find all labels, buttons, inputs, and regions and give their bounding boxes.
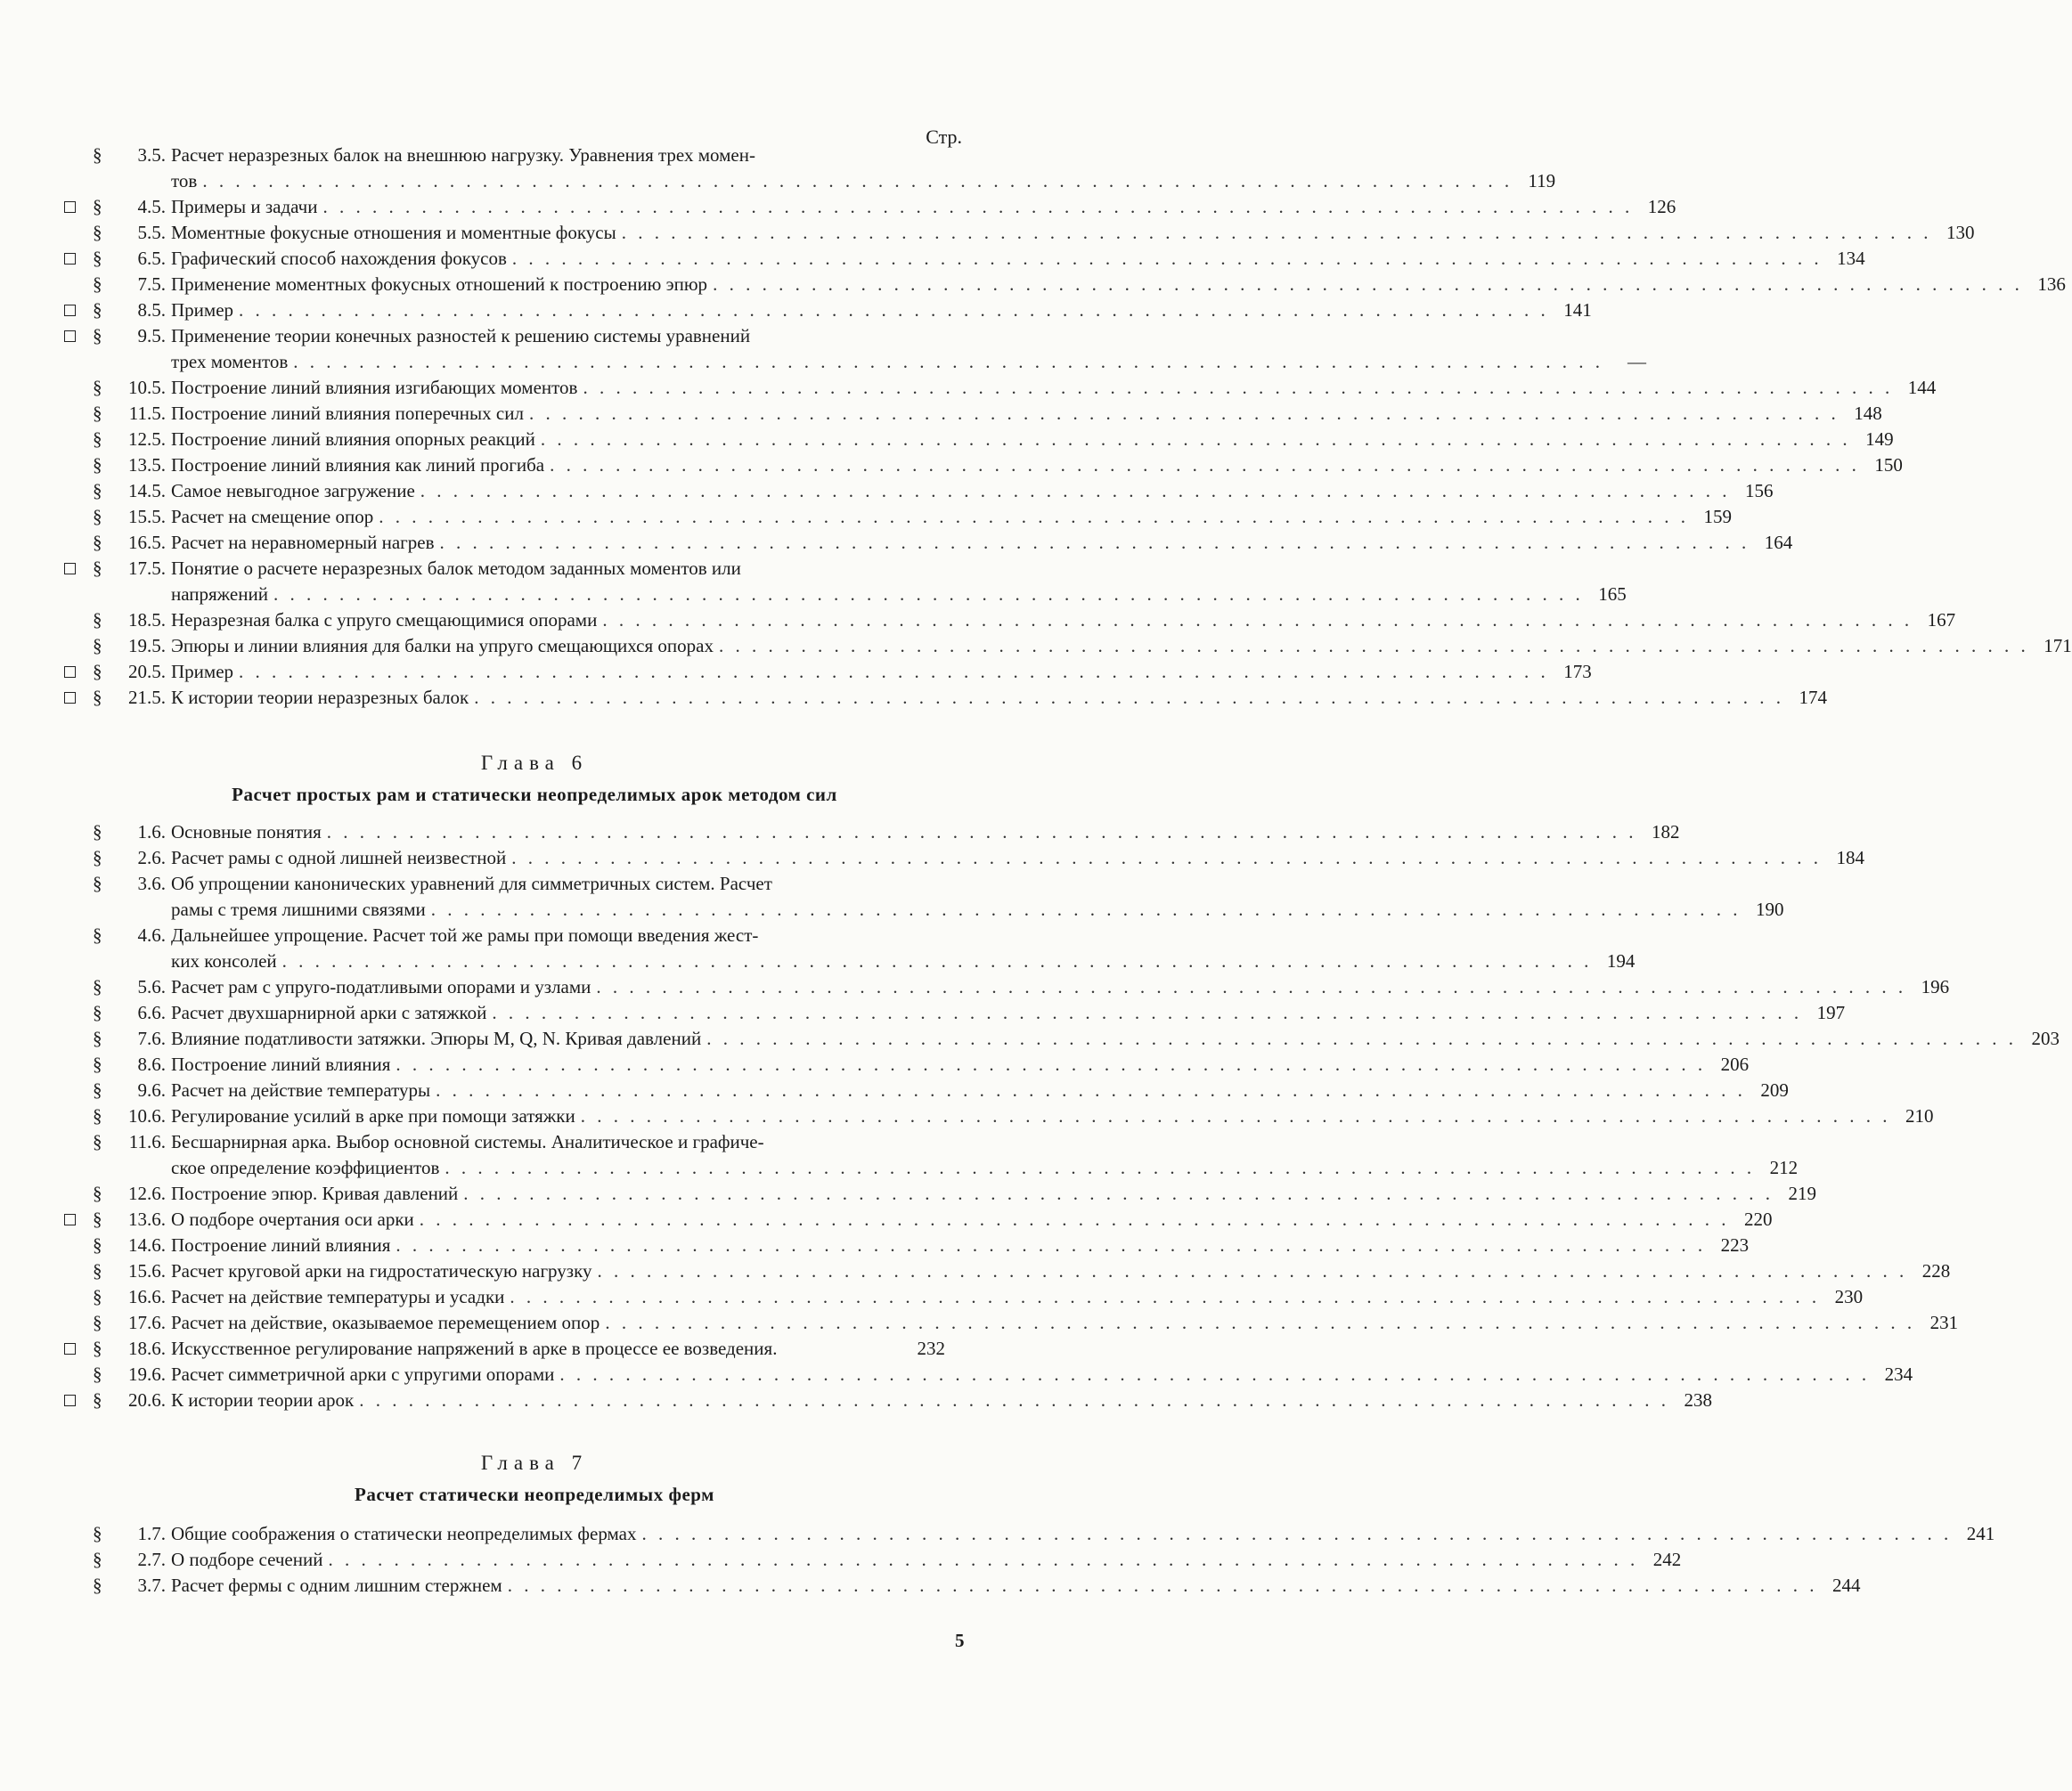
chapter-6-heading: Глава 6	[480, 752, 589, 774]
entry-page-number: 164	[1764, 532, 1793, 553]
section-sign: §	[93, 1286, 102, 1307]
section-sign: §	[93, 480, 102, 501]
entry-page-number: 228	[1921, 1260, 1951, 1282]
section-number: 18.5.	[128, 609, 166, 631]
toc-entry	[59, 1573, 1861, 1599]
section-number: 20.6.	[128, 1389, 166, 1411]
chapter-7-title: Расчет статически неопределимых ферм	[355, 1484, 714, 1505]
entry-page-number: 167	[1927, 609, 1956, 631]
section-sign: §	[93, 1028, 102, 1049]
section-sign: §	[93, 1002, 102, 1023]
checkbox-mark-icon	[64, 305, 76, 316]
entry-page-number: 212	[1769, 1157, 1799, 1178]
leader-dots: . . . . . . . . . . . . . . . . . . . . . . . . . . . . . . . . . . . . . . . . . . . . . . . . . . . . . . . . . . . . . . . . . . . . . . . . . . . . . . . .	[273, 583, 1584, 605]
checkbox-mark-icon	[64, 1214, 76, 1225]
leader-dots: . . . . . . . . . . . . . . . . . . . . . . . . . . . . . . . . . . . . . . . . . . . . . . . . . . . . . . . . . . . . . . . . . . . . . . . . . . . . . . . .	[583, 377, 1894, 398]
entry-page-number: —	[1627, 351, 1647, 372]
section-number: 4.5.	[137, 196, 166, 217]
entry-page-number: 206	[1720, 1054, 1750, 1075]
checkbox-mark-icon	[64, 330, 76, 342]
entry-page-number: 220	[1744, 1209, 1773, 1230]
entry-title: Расчет рам с упруго-податливыми опорами и узлами	[171, 976, 591, 997]
toc-entry	[59, 607, 1956, 633]
page-column-label: Стр.	[926, 126, 962, 148]
toc-section-chapter7	[59, 1521, 1995, 1599]
section-sign: §	[93, 976, 102, 997]
entry-title: О подборе сечений	[171, 1549, 323, 1570]
entry-title: О подборе очертания оси арки	[171, 1209, 414, 1230]
entry-page-number: 203	[2031, 1028, 2060, 1049]
entry-page-number: 238	[1684, 1389, 1712, 1411]
toc-entry	[59, 871, 1784, 923]
entry-title: Общие соображения о статически неопределимых фермах	[171, 1523, 637, 1544]
leader-dots: . . . . . . . . . . . . . . . . . . . . . . . . . . . . . . . . . . . . . . . . . . . . . . . . . . . . . . . . . . . . . . . . . . . . . . . . . . . . . . . .	[511, 847, 1822, 868]
section-number: 6.5.	[137, 248, 166, 269]
entry-page-number: 141	[1563, 299, 1592, 321]
section-number: 10.5.	[128, 377, 166, 398]
entry-title: Пример	[171, 299, 234, 321]
entry-page-number: 144	[1907, 377, 1937, 398]
entry-page-number: 210	[1905, 1105, 1934, 1127]
toc-entry	[59, 685, 1827, 711]
entry-page-number: 232	[917, 1338, 945, 1359]
checkbox-mark-icon	[64, 666, 76, 678]
section-number: 19.5.	[128, 635, 166, 656]
section-sign: §	[93, 847, 102, 868]
section-sign: §	[93, 821, 102, 843]
chapter-7-heading: Глава 7	[480, 1452, 589, 1474]
section-sign: §	[93, 325, 102, 346]
leader-dots: . . . . . . . . . . . . . . . . . . . . . . . . . . . . . . . . . . . . . . . . . . . . . . . . . . . . . . . . . . . . . . . . . . . . . . . . . . . . . . . .	[436, 1079, 1746, 1101]
section-sign: §	[93, 1364, 102, 1385]
checkbox-mark-icon	[64, 253, 76, 265]
leader-dots: . . . . . . . . . . . . . . . . . . . . . . . . . . . . . . . . . . . . . . . . . . . . . . . . . . . . . . . . . . . . . . . . . . . . . . . . . . . . . . . .	[559, 1364, 1871, 1385]
leader-dots: . . . . . . . . . . . . . . . . . . . . . . . . . . . . . . . . . . . . . . . . . . . . . . . . . . . . . . . . . . . . . . . . . . . . . . . . . . . . . . . .	[597, 1260, 1908, 1282]
entry-title: Расчет фермы с одним лишним стержнем	[171, 1575, 502, 1596]
leader-dots: . . . . . . . . . . . . . . . . . . . . . . . . . . . . . . . . . . . . . . . . . . . . . . . . . . . . . . . . . . . . . . . . . . . . . . . . . . . . . . . .	[492, 1002, 1803, 1023]
section-number: 1.7.	[137, 1523, 166, 1544]
toc-entry	[59, 633, 2072, 659]
entry-title: Расчет круговой арки на гидростатическую нагрузку	[171, 1260, 592, 1282]
leader-dots: . . . . . . . . . . . . . . . . . . . . . . . . . . . . . . . . . . . . . . . . . . . . . . . . . . . . . . . . . . . . . . . . . . . . . . . . . . . . . . . .	[621, 222, 1932, 243]
entry-page-number: 196	[1921, 976, 1950, 997]
toc-entry	[59, 272, 2066, 297]
leader-dots: . . . . . . . . . . . . . . . . . . . . . . . . . . . . . . . . . . . . . . . . . . . . . . . . . . . . . . . . . . . . . . . . . . . . . . . . . . . . . . . .	[641, 1523, 1953, 1544]
toc-entry	[59, 1388, 1712, 1413]
entry-page-number: 197	[1816, 1002, 1846, 1023]
toc-entry	[59, 375, 1937, 401]
entry-page-number: 231	[1929, 1312, 1959, 1333]
checkbox-mark-icon	[64, 692, 76, 704]
entry-title: Моментные фокусные отношения и моментные фокусы	[171, 222, 616, 243]
section-sign: §	[93, 403, 102, 424]
entry-title: Графический способ нахождения фокусов	[171, 248, 507, 269]
leader-dots: . . . . . . . . . . . . . . . . . . . . . . . . . . . . . . . . . . . . . . . . . . . . . . . . . . . . . . . . . . . . . . . . . . . . . . . . . . . . . . . .	[507, 1575, 1818, 1596]
leader-dots: . . . . . . . . . . . . . . . . . . . . . . . . . . . . . . . . . . . . . . . . . . . . . . . . . . . . . . . . . . . . . . . . . . . . . . . . . . . . . . . .	[596, 976, 1907, 997]
toc-entry	[59, 1026, 2060, 1052]
section-number: 8.6.	[137, 1054, 166, 1075]
toc-entry	[59, 427, 1894, 452]
section-sign: §	[93, 299, 102, 321]
section-number: 21.5.	[128, 687, 166, 708]
section-number: 13.5.	[128, 454, 166, 476]
section-number: 12.6.	[128, 1183, 166, 1204]
leader-dots: . . . . . . . . . . . . . . . . . . . . . . . . . . . . . . . . . . . . . . . . . . . . . . . . . . . . . . . . . . . . . . . . . . . . . . . . . . . . . . . .	[326, 821, 1637, 843]
entry-title: напряжений	[171, 583, 268, 605]
toc-entry	[59, 1078, 1789, 1103]
entry-page-number: 148	[1854, 403, 1882, 424]
section-sign: §	[93, 1260, 102, 1282]
leader-dots: . . . . . . . . . . . . . . . . . . . . . . . . . . . . . . . . . . . . . . . . . . . . . . . . . . . . . . . . . . . . . . . . . . . . . . . . . . . . . . . .	[322, 196, 1634, 217]
section-number: 18.6.	[128, 1338, 166, 1359]
section-sign: §	[93, 273, 102, 295]
entry-title: рамы с тремя лишними связями	[171, 899, 426, 920]
toc-entry	[59, 478, 1774, 504]
toc-entry	[59, 1336, 945, 1362]
entry-title: Неразрезная балка с упруго смещающимися опорами	[171, 609, 598, 631]
section-sign: §	[93, 687, 102, 708]
leader-dots: . . . . . . . . . . . . . . . . . . . . . . . . . . . . . . . . . . . . . . . . . . . . . . . . . . . . . . . . . . . . . . . . . . . . . . . . . . . . . . . .	[718, 635, 2029, 656]
toc-entry	[59, 220, 1975, 246]
checkbox-mark-icon	[64, 1343, 76, 1355]
entry-title: К истории теории арок	[171, 1389, 355, 1411]
entry-title: трех моментов	[171, 351, 289, 372]
entry-page-number: 241	[1966, 1523, 1995, 1544]
toc-entry	[59, 401, 1882, 427]
entry-page-number: 119	[1528, 170, 1556, 191]
entry-page-number: 159	[1703, 506, 1732, 527]
leader-dots: . . . . . . . . . . . . . . . . . . . . . . . . . . . . . . . . . . . . . . . . . . . . . . . . . . . . . . . . . . . . . . . . . . . . . . . . . . . . . . . .	[202, 170, 1513, 191]
section-sign: §	[93, 144, 102, 166]
entry-title: Построение линий влияния изгибающих моментов	[171, 377, 578, 398]
section-number: 16.5.	[128, 532, 166, 553]
section-sign: §	[93, 1105, 102, 1127]
leader-dots: . . . . . . . . . . . . . . . . . . . . . . . . . . . . . . . . . . . . . . . . . . . . . . . . . . . . . . . . . . . . . . . . . . . . . . . . . . . . . . . .	[474, 687, 1784, 708]
section-sign: §	[93, 635, 102, 656]
section-sign: §	[93, 1549, 102, 1570]
entry-title: Пример	[171, 661, 234, 682]
entry-title: Расчет на неравномерный нагрев	[171, 532, 435, 553]
entry-title: ское определение коэффициентов	[171, 1157, 440, 1178]
section-number: 7.6.	[137, 1028, 166, 1049]
leader-dots: . . . . . . . . . . . . . . . . . . . . . . . . . . . . . . . . . . . . . . . . . . . . . . . . . . . . . . . . . . . . . . . . . . . . . . . . . . . . . . . .	[239, 661, 1549, 682]
entry-page-number: 171	[2043, 635, 2072, 656]
checkbox-mark-icon	[64, 1395, 76, 1406]
toc-entry	[59, 1129, 1799, 1181]
entry-title: Влияние податливости затяжки. Эпюры M, Q, N. Кривая давлений	[171, 1028, 702, 1049]
entry-title: Регулирование усилий в арке при помощи затяжки	[171, 1105, 575, 1127]
entry-page-number: 230	[1834, 1286, 1864, 1307]
section-sign: §	[93, 1312, 102, 1333]
entry-page-number: 209	[1760, 1079, 1789, 1101]
section-number: 12.5.	[128, 428, 166, 450]
section-number: 14.6.	[128, 1234, 166, 1256]
entry-title: Примеры и задачи	[171, 196, 318, 217]
entry-title: Расчет на смещение опор	[171, 506, 374, 527]
toc-entry	[59, 1547, 1682, 1573]
leader-dots: . . . . . . . . . . . . . . . . . . . . . . . . . . . . . . . . . . . . . . . . . . . . . . . . . . . . . . . . . . . . . . . . . . . . . . . . . . . . . . . .	[293, 351, 1604, 372]
leader-dots: . . . . . . . . . . . . . . . . . . . . . . . . . . . . . . . . . . . . . . . . . . . . . . . . . . . . . . . . . . . . . . . . . . . . . . . . . . . . . . . .	[396, 1234, 1707, 1256]
leader-dots: . . . . . . . . . . . . . . . . . . . . . . . . . . . . . . . . . . . . . . . . . . . . . . . . . . . . . . . . . . . . . . . . . . . . . . . . . . . . . . . .	[706, 1028, 2017, 1049]
section-sign: §	[93, 1131, 102, 1152]
entry-title: К истории теории неразрезных балок	[171, 687, 469, 708]
toc-entry	[59, 556, 1627, 607]
toc-entry	[59, 1521, 1995, 1547]
leader-dots: . . . . . . . . . . . . . . . . . . . . . . . . . . . . . . . . . . . . . . . . . . . . . . . . . . . . . . . . . . . . . . . . . . . . . . . . . . . . . . . .	[445, 1157, 1756, 1178]
entry-title: Расчет на действие температуры	[171, 1079, 431, 1101]
leader-dots: . . . . . . . . . . . . . . . . . . . . . . . . . . . . . . . . . . . . . . . . . . . . . . . . . . . . . . . . . . . . . . . . . . . . . . . . . . . . . . . .	[713, 273, 2023, 295]
section-sign: §	[93, 1389, 102, 1411]
entry-title: Применение моментных фокусных отношений к построению эпюр	[171, 273, 708, 295]
entry-title: Построение эпюр. Кривая давлений	[171, 1183, 459, 1204]
leader-dots: . . . . . . . . . . . . . . . . . . . . . . . . . . . . . . . . . . . . . . . . . . . . . . . . . . . . . . . . . . . . . . . . . . . . . . . . . . . . . . . .	[419, 1209, 1730, 1230]
toc-entry	[59, 1284, 1864, 1310]
entry-page-number: 165	[1598, 583, 1627, 605]
entry-title: Расчет на действие, оказываемое перемещением опор	[171, 1312, 600, 1333]
section-number: 9.5.	[137, 325, 166, 346]
section-number: 4.6.	[137, 924, 166, 946]
entry-title: Построение линий влияния как линий прогиба	[171, 454, 545, 476]
section-sign: §	[93, 248, 102, 269]
toc-entry	[59, 504, 1732, 530]
section-number: 2.7.	[137, 1549, 166, 1570]
section-sign: §	[93, 1338, 102, 1359]
entry-title: Бесшарнирная арка. Выбор основной системы. Аналитическое и графиче-	[171, 1131, 764, 1152]
toc-entry	[59, 974, 1950, 1000]
entry-page-number: 194	[1606, 950, 1636, 972]
entry-title: Расчет на действие температуры и усадки	[171, 1286, 505, 1307]
section-sign: §	[93, 428, 102, 450]
section-number: 1.6.	[137, 821, 166, 843]
section-sign: §	[93, 222, 102, 243]
leader-dots: . . . . . . . . . . . . . . . . . . . . . . . . . . . . . . . . . . . . . . . . . . . . . . . . . . . . . . . . . . . . . . . . . . . . . . . . . . . . . . . .	[359, 1389, 1669, 1411]
entry-title: Об упрощении канонических уравнений для симметричных систем. Расчет	[171, 873, 772, 894]
section-number: 5.5.	[137, 222, 166, 243]
toc-entry	[59, 1362, 1913, 1388]
leader-dots: . . . . . . . . . . . . . . . . . . . . . . . . . . . . . . . . . . . . . . . . . . . . . . . . . . . . . . . . . . . . . . . . . . . . . . . . . . . . . . . .	[439, 532, 1750, 553]
entry-page-number: 173	[1563, 661, 1592, 682]
entry-page-number: 134	[1837, 248, 1865, 269]
section-number: 17.6.	[128, 1312, 166, 1333]
toc-entry	[59, 297, 1592, 323]
entry-title: Искусственное регулирование напряжений в арке в процессе ее возведения.	[171, 1338, 778, 1359]
section-sign: §	[93, 609, 102, 631]
toc-entry	[59, 1258, 1951, 1284]
leader-dots: . . . . . . . . . . . . . . . . . . . . . . . . . . . . . . . . . . . . . . . . . . . . . . . . . . . . . . . . . . . . . . . . . . . . . . . . . . . . . . . .	[379, 506, 1689, 527]
checkbox-mark-icon	[64, 563, 76, 574]
entry-title: ких консолей	[171, 950, 277, 972]
section-number: 20.5.	[128, 661, 166, 682]
section-number: 6.6.	[137, 1002, 166, 1023]
entry-title: Построение линий влияния поперечных сил	[171, 403, 524, 424]
entry-page-number: 223	[1720, 1234, 1750, 1256]
toc-entry	[59, 1000, 1846, 1026]
toc-entry	[59, 194, 1676, 220]
toc-entry	[59, 659, 1592, 685]
entry-page-number: 130	[1946, 222, 1975, 243]
leader-dots: . . . . . . . . . . . . . . . . . . . . . . . . . . . . . . . . . . . . . . . . . . . . . . . . . . . . . . . . . . . . . . . . . . . . . . . . . . . . . . . .	[540, 428, 1851, 450]
toc-entry	[59, 452, 1903, 478]
entry-title: Понятие о расчете неразрезных балок методом заданных моментов или	[171, 558, 741, 579]
section-sign: §	[93, 558, 102, 579]
section-number: 3.6.	[137, 873, 166, 894]
entry-page-number: 174	[1799, 687, 1827, 708]
section-number: 5.6.	[137, 976, 166, 997]
section-sign: §	[93, 454, 102, 476]
entry-title: Построение линий влияния	[171, 1234, 391, 1256]
section-sign: §	[93, 532, 102, 553]
entry-title: Дальнейшее упрощение. Расчет той же рамы при помощи введения жест-	[171, 924, 759, 946]
entry-page-number: 126	[1647, 196, 1676, 217]
section-number: 3.5.	[137, 144, 166, 166]
section-sign: §	[93, 377, 102, 398]
page-number: 5	[955, 1630, 965, 1651]
leader-dots: . . . . . . . . . . . . . . . . . . . . . . . . . . . . . . . . . . . . . . . . . . . . . . . . . . . . . . . . . . . . . . . . . . . . . . . . . . . . . . . .	[420, 480, 1731, 501]
toc-entry	[59, 1233, 1750, 1258]
section-number: 10.6.	[128, 1105, 166, 1127]
entry-page-number: 242	[1652, 1549, 1682, 1570]
toc-section-chapter6	[59, 819, 2060, 1413]
entry-title: Расчет симметричной арки с упругими опорами	[171, 1364, 555, 1385]
section-sign: §	[93, 1079, 102, 1101]
section-sign: §	[93, 196, 102, 217]
leader-dots: . . . . . . . . . . . . . . . . . . . . . . . . . . . . . . . . . . . . . . . . . . . . . . . . . . . . . . . . . . . . . . . . . . . . . . . . . . . . . . . .	[281, 950, 1593, 972]
toc-entry	[59, 845, 1864, 871]
entry-page-number: 136	[2037, 273, 2066, 295]
entry-page-number: 234	[1884, 1364, 1913, 1385]
toc-entry	[59, 1103, 1934, 1129]
entry-page-number: 184	[1836, 847, 1864, 868]
section-number: 13.6.	[128, 1209, 166, 1230]
section-number: 19.6.	[128, 1364, 166, 1385]
section-number: 7.5.	[137, 273, 166, 295]
entry-page-number: 219	[1788, 1183, 1817, 1204]
section-sign: §	[93, 1523, 102, 1544]
toc-section-chapter5-continued	[59, 142, 2072, 711]
leader-dots: . . . . . . . . . . . . . . . . . . . . . . . . . . . . . . . . . . . . . . . . . . . . . . . . . . . . . . . . . . . . . . . . . . . . . . . . . . . . . . . .	[511, 248, 1823, 269]
entry-page-number: 190	[1756, 899, 1784, 920]
leader-dots: . . . . . . . . . . . . . . . . . . . . . . . . . . . . . . . . . . . . . . . . . . . . . . . . . . . . . . . . . . . . . . . . . . . . . . . . . . . . . . . .	[550, 454, 1860, 476]
entry-title: Построение линий влияния опорных реакций	[171, 428, 535, 450]
entry-title: Самое невыгодное загружение	[171, 480, 415, 501]
section-sign: §	[93, 1234, 102, 1256]
section-number: 8.5.	[137, 299, 166, 321]
entry-title: Эпюры и линии влияния для балки на упруго смещающихся опорах	[171, 635, 714, 656]
leader-dots: . . . . . . . . . . . . . . . . . . . . . . . . . . . . . . . . . . . . . . . . . . . . . . . . . . . . . . . . . . . . . . . . . . . . . . . . . . . . . . . .	[528, 403, 1840, 424]
toc-entry	[59, 819, 1680, 845]
section-sign: §	[93, 1575, 102, 1596]
toc-entry	[59, 142, 1556, 194]
section-number: 11.5.	[128, 403, 166, 424]
toc-entry	[59, 1052, 1750, 1078]
section-sign: §	[93, 506, 102, 527]
entry-page-number: 244	[1831, 1575, 1861, 1596]
section-sign: §	[93, 1054, 102, 1075]
section-number: 16.6.	[128, 1286, 166, 1307]
leader-dots: . . . . . . . . . . . . . . . . . . . . . . . . . . . . . . . . . . . . . . . . . . . . . . . . . . . . . . . . . . . . . . . . . . . . . . . . . . . . . . . .	[328, 1549, 1639, 1570]
section-number: 2.6.	[137, 847, 166, 868]
section-number: 11.6.	[128, 1131, 166, 1152]
entry-title: Основные понятия	[171, 821, 322, 843]
section-sign: §	[93, 1209, 102, 1230]
toc-entry	[59, 246, 1865, 272]
entry-title: Построение линий влияния	[171, 1054, 391, 1075]
section-sign: §	[93, 661, 102, 682]
section-sign: §	[93, 1183, 102, 1204]
section-number: 17.5.	[128, 558, 166, 579]
toc-entry	[59, 1181, 1817, 1207]
section-number: 3.7.	[137, 1575, 166, 1596]
leader-dots: . . . . . . . . . . . . . . . . . . . . . . . . . . . . . . . . . . . . . . . . . . . . . . . . . . . . . . . . . . . . . . . . . . . . . . . . . . . . . . . .	[580, 1105, 1891, 1127]
section-sign: §	[93, 924, 102, 946]
entry-title: Расчет неразрезных балок на внешнюю нагрузку. Уравнения трех момен-	[171, 144, 755, 166]
leader-dots: . . . . . . . . . . . . . . . . . . . . . . . . . . . . . . . . . . . . . . . . . . . . . . . . . . . . . . . . . . . . . . . . . . . . . . . . . . . . . . . .	[239, 299, 1549, 321]
toc-entry	[59, 1310, 1959, 1336]
entry-page-number: 149	[1865, 428, 1894, 450]
leader-dots: . . . . . . . . . . . . . . . . . . . . . . . . . . . . . . . . . . . . . . . . . . . . . . . . . . . . . . . . . . . . . . . . . . . . . . . . . . . . . . . .	[605, 1312, 1916, 1333]
section-number: 15.6.	[128, 1260, 166, 1282]
entry-page-number: 182	[1652, 821, 1680, 843]
toc-entry	[59, 1207, 1773, 1233]
chapter-6-title: Расчет простых рам и статически неопределимых арок методом сил	[232, 784, 837, 805]
entry-title: Применение теории конечных разностей к решению системы уравнений	[171, 325, 751, 346]
leader-dots: . . . . . . . . . . . . . . . . . . . . . . . . . . . . . . . . . . . . . . . . . . . . . . . . . . . . . . . . . . . . . . . . . . . . . . . . . . . . . . . .	[463, 1183, 1774, 1204]
entry-title: Расчет двухшарнирной арки с затяжкой	[171, 1002, 487, 1023]
section-number: 14.5.	[128, 480, 166, 501]
section-number: 9.6.	[137, 1079, 166, 1101]
checkbox-mark-icon	[64, 201, 76, 213]
toc-entry	[59, 923, 1636, 974]
leader-dots: . . . . . . . . . . . . . . . . . . . . . . . . . . . . . . . . . . . . . . . . . . . . . . . . . . . . . . . . . . . . . . . . . . . . . . . . . . . . . . . .	[602, 609, 1913, 631]
leader-dots: . . . . . . . . . . . . . . . . . . . . . . . . . . . . . . . . . . . . . . . . . . . . . . . . . . . . . . . . . . . . . . . . . . . . . . . . . . . . . . . .	[396, 1054, 1707, 1075]
entry-page-number: 156	[1745, 480, 1774, 501]
toc-entry	[59, 530, 1793, 556]
entry-title: тов	[171, 170, 198, 191]
section-sign: §	[93, 873, 102, 894]
leader-dots: . . . . . . . . . . . . . . . . . . . . . . . . . . . . . . . . . . . . . . . . . . . . . . . . . . . . . . . . . . . . . . . . . . . . . . . . . . . . . . . .	[430, 899, 1742, 920]
section-number: 15.5.	[128, 506, 166, 527]
leader-dots: . . . . . . . . . . . . . . . . . . . . . . . . . . . . . . . . . . . . . . . . . . . . . . . . . . . . . . . . . . . . . . . . . . . . . . . . . . . . . . . .	[510, 1286, 1821, 1307]
entry-page-number: 150	[1874, 454, 1903, 476]
entry-title: Расчет рамы с одной лишней неизвестной	[171, 847, 507, 868]
toc-entry	[59, 323, 1647, 375]
